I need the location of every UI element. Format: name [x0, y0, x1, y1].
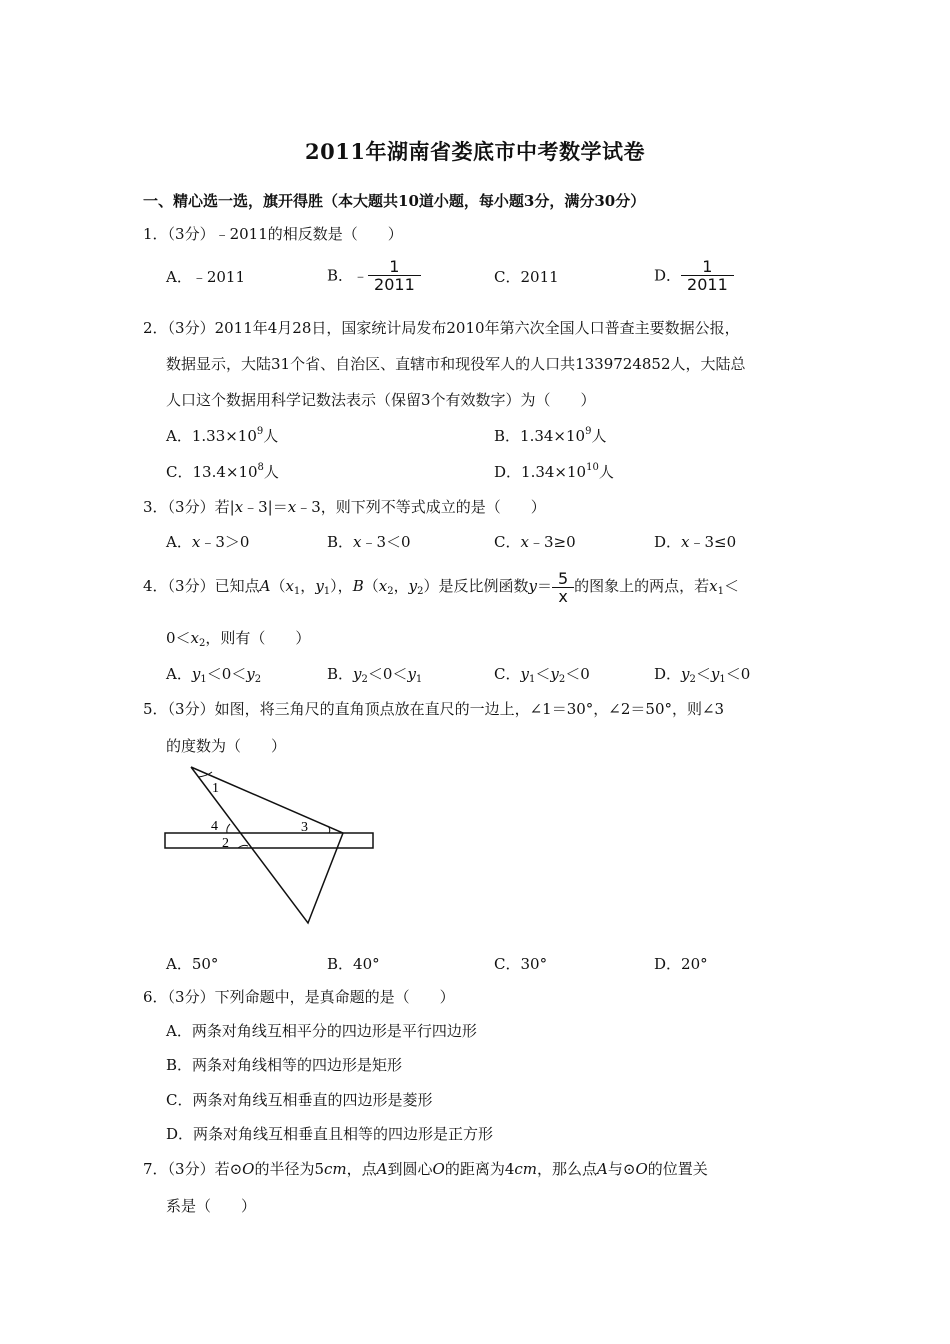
q1-d-fraction: $\frac{1}{2011}$ — [681, 258, 734, 293]
q4-option-b: B．$y_2<0<y_1$ — [327, 665, 423, 685]
q3-option-b: B．x﹣3＜0 — [327, 533, 411, 551]
q4-option-a: A．$y_1<0<y_2$ — [166, 665, 262, 685]
question-2-line2: 数据显示，大陆31个省、自治区、直辖市和现役军人的人口共1339724852人，大陆总 — [166, 355, 746, 373]
q5-option-b: B．40° — [327, 955, 380, 973]
q6-option-d: D．两条对角线互相垂直且相等的四边形是正方形 — [166, 1125, 494, 1143]
q1-option-c: C．2011 — [494, 268, 559, 286]
q3-option-a: A．x﹣3＞0 — [166, 533, 250, 551]
fig-label-4: 4 — [211, 819, 218, 834]
q3-option-c: C．x﹣3≥0 — [494, 533, 576, 551]
q2-option-d: D．$1.34\times 10^{10}$人 — [494, 462, 614, 481]
triangle-ruler-figure — [160, 760, 380, 930]
angle-4-arc — [227, 824, 230, 833]
section-heading: 一、精心选一选，旗开得胜（本大题共10道小题，每小题3分，满分30分） — [143, 192, 646, 210]
question-2-line1: 2．（3分）2011年4月28日，国家统计局发布2010年第六次全国人口普查主要数据公报， — [143, 319, 740, 337]
q1-option-d: D． $\frac{1}{2011}$ — [654, 258, 734, 293]
question-7-line1: 7．（3分）若⊙O的半径为5cm，点A到圆心O的距离为4cm，那么点A与⊙O的位置关 — [143, 1160, 708, 1178]
question-7-line2: 系是（ ） — [166, 1197, 257, 1215]
question-5-line1: 5．（3分）如图，将三角尺的直角顶点放在直尺的一边上，∠1＝30°，∠2＝50°，则∠3 — [143, 700, 725, 718]
q6-option-b: B．两条对角线相等的四边形是矩形 — [166, 1056, 403, 1074]
q6-option-c: C．两条对角线互相垂直的四边形是菱形 — [166, 1091, 433, 1109]
q5-option-c: C．30° — [494, 955, 548, 973]
q4-option-c: C．$y_1<y_2<0$ — [494, 665, 590, 685]
q1-option-a: A．﹣2011 — [166, 268, 246, 286]
q6-option-a: A．两条对角线互相平分的四边形是平行四边形 — [166, 1022, 477, 1040]
q2-option-b: B．$1.34\times 10^9$人 — [494, 426, 607, 445]
q3-option-d: D．x﹣3≤0 — [654, 533, 737, 551]
question-1-stem: 1．（3分）﹣2011的相反数是（ ） — [143, 225, 403, 243]
fig-label-2: 2 — [222, 836, 229, 851]
question-5-line2: 的度数为（ ） — [166, 737, 287, 755]
question-2-line3: 人口这个数据用科学记数法表示（保留3个有效数字）为（ ） — [166, 391, 596, 409]
q2-option-c: C．$13.4\times 10^8$人 — [166, 462, 279, 481]
question-6-stem: 6．（3分）下列命题中，是真命题的是（ ） — [143, 988, 455, 1006]
page-title: 2011年湖南省娄底市中考数学试卷 — [305, 139, 645, 164]
question-3-stem: 3．（3分）若|x﹣3|＝x﹣3，则下列不等式成立的是（ ） — [143, 498, 546, 516]
question-4-line1: 4．（3分）已知点$A(x_1$，$y_1$），$B(x_2$，$y_2$）是反比例函数y＝ $\frac{5}{x}$ 的图象上的两点，若$x_1<$ — [143, 568, 740, 606]
q2-option-a: A．$1.33\times 10^9$人 — [166, 426, 279, 445]
fig-label-1: 1 — [212, 781, 219, 796]
q4-option-d: D．$y_2<y_1<0$ — [654, 665, 751, 685]
q1-b-fraction: $\frac{1}{2011}$ — [368, 258, 421, 293]
question-4-line2: $0<x_2$，则有（ ） — [166, 629, 311, 649]
q4-function-fraction: $\frac{5}{x}$ — [552, 570, 574, 605]
q5-option-a: A．50° — [166, 955, 219, 973]
q5-option-d: D．20° — [654, 955, 708, 973]
fig-label-3: 3 — [301, 820, 308, 835]
q1-option-b: B．﹣ $\frac{1}{2011}$ — [327, 258, 421, 293]
